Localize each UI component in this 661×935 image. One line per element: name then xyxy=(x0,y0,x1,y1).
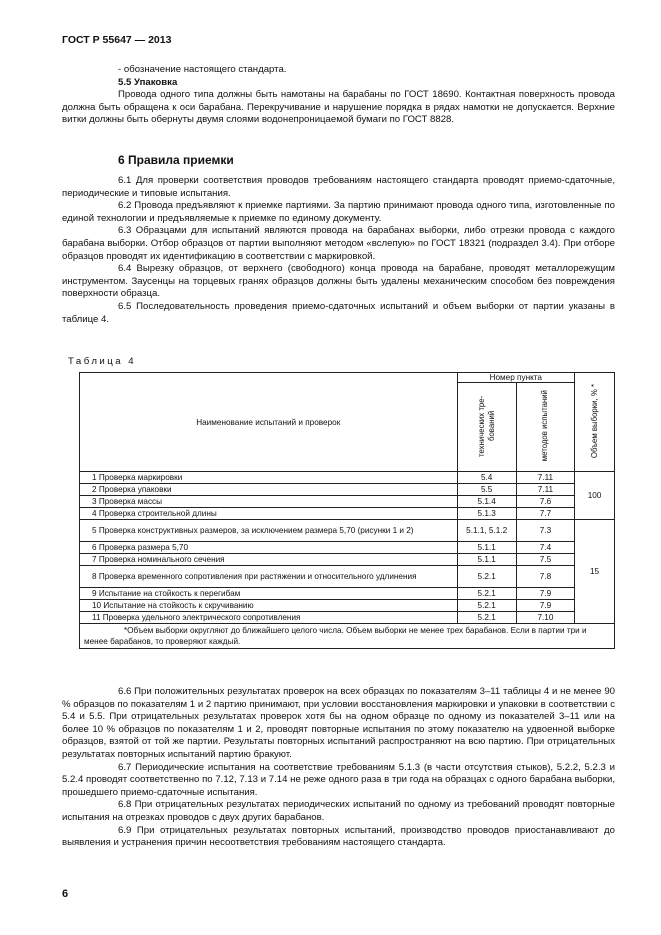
row-name: 6 Проверка размера 5,70 xyxy=(80,542,458,554)
para-6-2: 6.2 Провода предъявляют к приемке партиями. За партию принимают провода одного типа, изготовленные по единой технологии и предъявляемые к приемке по единому документу. xyxy=(62,200,615,224)
row-method: 7.11 xyxy=(516,484,574,496)
row-req: 5.2.1 xyxy=(457,566,516,588)
row-method: 7.4 xyxy=(516,542,574,554)
col-header-group: Номер пункта xyxy=(457,373,575,383)
para-6-4: 6.4 Вырезку образцов, от верхнего (свободного) конца провода на барабане, проводят металлорежущим инструментом. Заусенцы на торцевых гранях образцов должны быть удалены механическим способом без повреждения поверхности образца. xyxy=(62,263,615,300)
row-method: 7.3 xyxy=(516,520,574,542)
row-method: 7.6 xyxy=(516,496,574,508)
row-name: 9 Испытание на стойкость к перегибам xyxy=(80,588,458,600)
volume-value: 100 xyxy=(575,472,615,520)
row-req: 5.4 xyxy=(457,472,516,484)
col-header-req xyxy=(457,383,516,472)
row-name: 7 Проверка номинального сечения xyxy=(80,554,458,566)
col-header-method xyxy=(516,383,574,472)
para-6-3: 6.3 Образцами для испытаний являются провода на барабанах выборки, либо отрезки провода с каждого барабана выборки. Отбор образцов от партии выполняют методом «вслепую» по ГОСТ 18321 (подраздел 3.4). При отборе образцов проводят их идентификацию в соответствии с маркировкой. xyxy=(62,225,615,262)
designation-line: - обозначение настоящего стандарта. xyxy=(118,64,287,75)
col-header-method-text: методов испытаний xyxy=(540,390,550,462)
para-6-5: 6.5 Последовательность проведения приемо-сдаточных испытаний и объем выборки от партии указаны в таблице 4. xyxy=(62,300,615,325)
page-number: 6 xyxy=(62,888,69,900)
table-footnote xyxy=(80,624,615,649)
para-6-9: 6.9 При отрицательных результатах повторных испытаний, производство проводов приостанавливают до выявления и устранения причин несоответствия требованиям настоящего стандарта. xyxy=(62,824,615,849)
row-name: 5 Проверка конструктивных размеров, за исключением размера 5,70 (рисунки 1 и 2) xyxy=(80,520,458,542)
table-4-caption: Таблица 4 xyxy=(68,356,137,367)
row-name: 4 Проверка строительной длины xyxy=(80,508,458,520)
row-method: 7.10 xyxy=(516,612,574,624)
col-header-volume xyxy=(575,373,615,472)
col-header-volume-text: Объем выборки, % * xyxy=(589,383,599,459)
row-name: 8 Проверка временного сопротивления при растяжении и относительного удлинения xyxy=(80,566,458,588)
row-req: 5.1.4 xyxy=(457,496,516,508)
table-4 xyxy=(79,372,615,649)
row-name: 10 Испытание на стойкость к скручиванию xyxy=(80,600,458,612)
row-method: 7.8 xyxy=(516,566,574,588)
row-req: 5.1.1 xyxy=(457,542,516,554)
para-6-7: 6.7 Периодические испытания на соответствие требованиям 5.1.3 (в части отсутствия стыков), 5.2.2, 5.2.3 и 5.2.4 проводят соответственно по 7.12, 7.13 и 7.14 не реже одного раза в три года на образцах с одного барабана выборки, прошедшего приемо-сдаточные испытания. xyxy=(62,761,615,798)
col-header-name: Наименование испытаний и проверок xyxy=(80,373,458,472)
section-6-continued xyxy=(62,686,615,850)
row-req: 5.2.1 xyxy=(457,612,516,624)
para-6-8: 6.8 При отрицательных результатах периодических испытаний по одному из требований проводят повторные испытания на отрезках проводов с двух других барабанов. xyxy=(62,799,615,823)
section-5-5-title: 5.5 Упаковка xyxy=(118,76,178,88)
row-method: 7.9 xyxy=(516,588,574,600)
row-name: 3 Проверка массы xyxy=(80,496,458,508)
table-footnote-text: *Объем выборки округляют до ближайшего целого числа. Объем выборки не менее трех барабанов. Если в партии три и менее барабанов, то проверяют каждый. xyxy=(84,626,587,646)
row-method: 7.11 xyxy=(516,472,574,484)
row-method: 7.5 xyxy=(516,554,574,566)
row-req: 5.2.1 xyxy=(457,600,516,612)
row-req: 5.1.1 xyxy=(457,554,516,566)
row-method: 7.9 xyxy=(516,600,574,612)
section-6-body xyxy=(62,175,615,326)
section-6-title: 6 Правила приемки xyxy=(118,153,234,167)
row-name: 2 Проверка упаковки xyxy=(80,484,458,496)
row-name: 1 Проверка маркировки xyxy=(80,472,458,484)
row-req: 5.2.1 xyxy=(457,588,516,600)
row-name: 11 Проверка удельного электрического сопротивления xyxy=(80,612,458,624)
row-method: 7.7 xyxy=(516,508,574,520)
section-5-5-text: Провода одного типа должны быть намотаны на барабаны по ГОСТ 18690. Контактная поверхность провода должна быть обращена к оси барабана. Перекручивание и нарушение порядка в рядах намотки не допускается. Верхние витки должны быть обернуты двумя слоями водонепроницаемой бумаги по ГОСТ 8828. xyxy=(62,89,615,126)
para-6-6: 6.6 При положительных результатах проверок на всех образцах по показателям 3–11 таблицы 4 и не менее 90 % образцов по показателям 1 и 2 партию принимают, при условии восстановления маркировки и упаковки в соответствии с 5.4 и 5.5. При отрицательных результатах проверок хотя бы на одном образце по одному из показателей 3–11 или на более 10 % образцов по показателям 1 и 2, проводят повторные испытания по этому показателю на удвоенной выборке образцов, взятой от той же партии. Результаты повторных испытаний распространяют на всю партию. При отрицательных результатах повторных испытаний партию бракуют. xyxy=(62,686,615,760)
para-6-1: 6.1 Для проверки соответствия проводов требованиям настоящего стандарта проводят приемо-сдаточные, периодические и типовые испытания. xyxy=(62,175,615,199)
volume-value: 15 xyxy=(575,520,615,624)
document-header: ГОСТ Р 55647 — 2013 xyxy=(62,34,172,46)
section-5-5 xyxy=(62,64,615,127)
row-req: 5.1.1, 5.1.2 xyxy=(457,520,516,542)
col-header-req-text: технических тре-бований xyxy=(476,395,496,457)
row-req: 5.1.3 xyxy=(457,508,516,520)
row-req: 5.5 xyxy=(457,484,516,496)
